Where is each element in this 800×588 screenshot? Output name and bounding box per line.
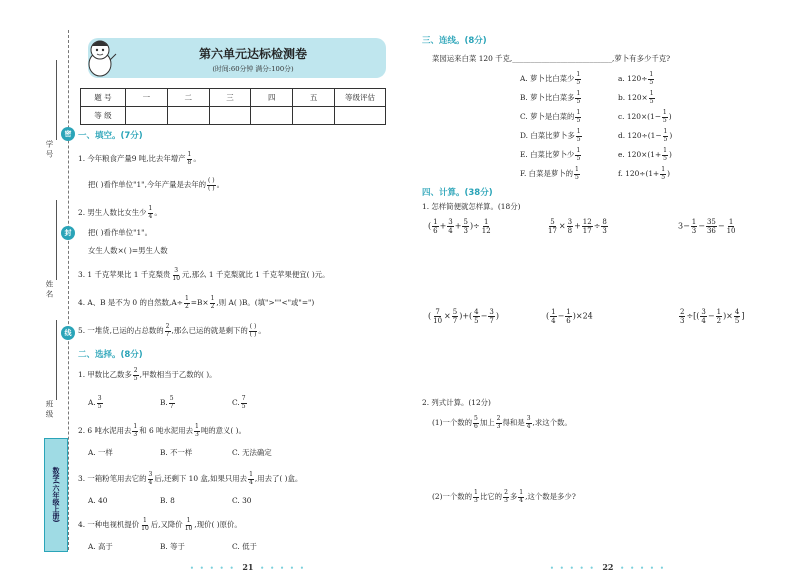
fraction: $\frac{2}{5}$: [133, 367, 138, 382]
score-cell[interactable]: [335, 107, 386, 125]
fraction: $\frac{1}{5}$: [576, 71, 581, 86]
fraction: $\frac{1}{4}$: [519, 489, 524, 504]
calc-expression-6[interactable]: $\frac{2}{3}$ ÷[( $\frac{3}{4}$ − $\frac{1}{2}$ )× $\frac{4}{5}$ ]: [680, 308, 745, 325]
choice-option-c[interactable]: C. $\frac{7}{5}$: [232, 395, 246, 410]
score-cell[interactable]: [126, 107, 168, 125]
fraction: $\frac{3}{10}$: [172, 267, 181, 282]
fill-question-3[interactable]: 3. 1 千克苹果比 1 千克梨贵 $\frac{3}{10}$ 元,那么 1 千克梨就比 1 千克苹果便宜( )元。: [78, 267, 330, 282]
fraction: $\frac{1}{5}$: [662, 109, 667, 124]
binding-line: [68, 30, 69, 550]
word-problem-2[interactable]: (2)一个数的 $\frac{1}{3}$ 比它的 $\frac{2}{3}$ 多 $\frac{1}{4}$ ,这个数是多少?: [432, 489, 576, 504]
fraction: $\frac{1}{5}$: [663, 147, 667, 162]
calc-expression-3[interactable]: 3− $\frac{1}{3}$ − $\frac{35}{36}$ − $\frac{1}{10}$: [678, 218, 736, 235]
matching-left-item[interactable]: C. 萝卜是白菜的 $\frac{1}{5}$: [520, 109, 581, 124]
fraction: $\frac{1}{10}$: [184, 517, 193, 532]
fraction: $\frac{1}{5}$: [576, 147, 581, 162]
calc-subheader-1: 1. 怎样简便就怎样算。(18分): [422, 202, 521, 211]
choice-question-2[interactable]: 2. 6 吨水泥用去 $\frac{1}{3}$ 和 6 吨水泥用去 $\frac{1}{3}$ 吨的意义( )。: [78, 423, 246, 438]
choice-option-b[interactable]: B. 8: [160, 496, 175, 505]
matching-left-item[interactable]: F. 白菜是萝卜的 $\frac{1}{5}$: [520, 166, 579, 181]
matching-right-item[interactable]: c. 120×(1− $\frac{1}{5}$ ): [618, 109, 672, 124]
calc-expression-2[interactable]: $\frac{5}{17}$ × $\frac{3}{8}$ + $\frac{12}{17}$ ÷ $\frac{8}{3}$: [548, 218, 607, 235]
fraction-blank[interactable]: $\frac{( )}{( )}$: [249, 323, 257, 338]
choice-option-a[interactable]: A. 高于: [88, 542, 113, 551]
calc-expression-5[interactable]: ( $\frac{1}{4}$ − $\frac{1}{6}$ )×24: [546, 308, 593, 325]
fraction: $\frac{1}{5}$: [575, 166, 579, 181]
choice-option-c[interactable]: C. 无法确定: [232, 448, 272, 457]
score-cell[interactable]: [293, 107, 335, 125]
score-table-grade-row: [81, 107, 386, 125]
fill-question-2-sub2[interactable]: 女生人数×( )=男生人数: [88, 246, 168, 255]
fraction: $\frac{1}{10}$: [141, 517, 149, 532]
fraction: $\frac{1}{3}$: [133, 423, 138, 438]
page-number-left: • • • • • 21 • • • • •: [190, 562, 306, 572]
choice-option-c[interactable]: C. 30: [232, 496, 252, 505]
fraction: $\frac{1}{5}$: [661, 166, 666, 181]
score-table: [80, 88, 386, 125]
book-label: 数学(六年级上册): [52, 467, 60, 523]
fraction: $\frac{5}{6}$: [474, 415, 478, 430]
score-cell: 一: [126, 89, 168, 107]
fraction: $\frac{1}{5}$: [576, 109, 581, 124]
score-cell[interactable]: [251, 107, 293, 125]
fraction: $\frac{1}{5}$: [649, 90, 654, 105]
choice-option-b[interactable]: B. 等于: [160, 542, 185, 551]
score-cell: 四: [251, 89, 293, 107]
matching-left-item[interactable]: E. 白菜比萝卜少 $\frac{1}{5}$: [520, 147, 581, 162]
fraction: $\frac{3}{4}$: [148, 471, 153, 486]
choice-option-a[interactable]: A. $\frac{3}{5}$: [88, 395, 102, 410]
score-cell[interactable]: [209, 107, 251, 125]
choice-question-3[interactable]: 3. 一箱粉笔用去它的 $\frac{3}{4}$ 后,还剩下 10 盒,如果只用去 $\frac{1}{4}$ ,用去了( )盒。: [78, 471, 303, 486]
decorative-dots: • • • • •: [260, 565, 306, 572]
decorative-dots: • • • • •: [190, 565, 236, 572]
seal-badge-3: 线: [61, 326, 75, 340]
score-cell[interactable]: [167, 107, 209, 125]
fill-question-2-sub1[interactable]: 把( )看作单位"1"。: [88, 228, 152, 237]
matching-right-item[interactable]: d. 120÷(1− $\frac{1}{5}$ ): [618, 128, 673, 143]
cartoon-mascot-icon: [82, 34, 118, 80]
name-label: 姓 名: [45, 280, 54, 298]
page-subtitle: (时间:60分钟 满分:100分): [212, 65, 294, 73]
fraction: $\frac{1}{5}$: [649, 71, 654, 86]
section3-header: 三、连线。(8分): [422, 36, 487, 46]
fraction: $\frac{1}{4}$: [249, 471, 253, 486]
student-id-label: 学 号: [45, 140, 54, 158]
choice-option-b[interactable]: B. 不一样: [160, 448, 193, 457]
score-table-header-row: [81, 89, 386, 107]
fraction: $\frac{1}{5}$: [576, 128, 581, 143]
seal-badge-2: 封: [61, 226, 75, 240]
fraction: $\frac{2}{3}$: [504, 489, 508, 504]
fraction: $\frac{1}{8}$: [187, 151, 192, 166]
score-cell: 题 号: [81, 89, 126, 107]
fill-question-4[interactable]: 4. A、B 是不为 0 的自然数,A÷ $\frac{1}{2}$ =B× $\frac{1}{2}$ ,则 A( )B。(填">""<"或"="): [78, 295, 315, 310]
fraction: $\frac{2}{7}$: [165, 323, 170, 338]
score-cell: 等 级: [81, 107, 126, 125]
matching-left-item[interactable]: D. 白菜比萝卜多 $\frac{1}{5}$: [520, 128, 581, 143]
fraction: $\frac{5}{7}$: [169, 395, 174, 410]
calc-subheader-2: 2. 列式计算。(12分): [422, 398, 491, 407]
choice-option-a[interactable]: A. 40: [88, 496, 108, 505]
matching-left-item[interactable]: A. 萝卜比白菜少 $\frac{1}{5}$: [520, 71, 581, 86]
section4-header: 四、计算。(38分): [422, 188, 493, 198]
fraction: $\frac{1}{3}$: [194, 423, 199, 438]
name-underline: [56, 200, 57, 280]
calc-expression-4[interactable]: ( $\frac{7}{10}$ × $\frac{5}{7}$ )+( $\frac{4}{5}$ − $\frac{3}{7}$ ): [428, 308, 499, 325]
fraction: $\frac{3}{5}$: [97, 395, 102, 410]
choice-question-1[interactable]: 1. 甲数比乙数多 $\frac{2}{5}$ ,甲数相当于乙数的( )。: [78, 367, 217, 382]
section2-header: 二、选择。(8分): [78, 350, 143, 360]
matching-right-item[interactable]: e. 120×(1+ $\frac{1}{5}$ ): [618, 147, 672, 162]
score-cell: 等级评估: [335, 89, 386, 107]
choice-option-c[interactable]: C. 低于: [232, 542, 257, 551]
section1-header: 一、填空。(7分): [78, 131, 143, 141]
matching-right-item[interactable]: f. 120÷(1+ $\frac{1}{5}$ ): [618, 166, 670, 181]
right-page: [400, 0, 800, 588]
decorative-dots: • • • • •: [620, 565, 666, 572]
score-cell: 二: [167, 89, 209, 107]
fill-question-5[interactable]: 5. 一堆货,已运的占总数的 $\frac{2}{7}$ ,那么已运的就是剩下的 $\frac{( )}{( )}$ 。: [78, 323, 266, 338]
class-label: 班 级: [45, 400, 54, 418]
student-id-underline: [56, 60, 57, 140]
choice-option-a[interactable]: A. 一样: [88, 448, 113, 457]
matching-right-item[interactable]: a. 120÷ $\frac{1}{5}$: [618, 71, 654, 86]
fraction: $\frac{7}{5}$: [241, 395, 246, 410]
book-label-box: [44, 438, 68, 552]
seal-badge-1: 密: [61, 127, 75, 141]
fill-question-1: 1. 今年粮食产量9 吨,比去年增产 $\frac{1}{8}$ 。: [78, 151, 201, 166]
calc-expression-1[interactable]: ( $\frac{1}{6}$ + $\frac{3}{4}$ + $\frac{5}{3}$ )÷ $\frac{1}{12}$: [428, 218, 491, 235]
fraction: $\frac{1}{4}$: [148, 205, 153, 220]
fraction: $\frac{1}{5}$: [576, 90, 581, 105]
fill-question-1-sub[interactable]: 把( )看作单位"1",今年产量是去年的 $\frac{( )}{( )}$ 。: [88, 177, 225, 192]
page-title: 第六单元达标检测卷: [198, 47, 307, 61]
fill-question-2: 2. 男生人数比女生少 $\frac{1}{4}$ 。: [78, 205, 162, 220]
decorative-dots: • • • • •: [550, 565, 596, 572]
score-cell: 五: [293, 89, 335, 107]
fraction: $\frac{1}{2}$: [210, 295, 215, 310]
fraction-blank[interactable]: $\frac{( )}{( )}$: [208, 177, 215, 192]
word-problem-1[interactable]: (1)一个数的 $\frac{5}{6}$ 加上 $\frac{2}{3}$ 得和是 $\frac{3}{4}$ ,求这个数。: [432, 415, 572, 430]
fraction: $\frac{1}{2}$: [184, 295, 189, 310]
fraction: $\frac{1}{3}$: [474, 489, 478, 504]
fraction: $\frac{3}{4}$: [526, 415, 531, 430]
choice-question-4[interactable]: 4. 一种电视机提价 $\frac{1}{10}$ 后,又降价 $\frac{1}{10}$ ,现价( )原价。: [78, 517, 242, 532]
choice-option-b[interactable]: B. $\frac{5}{7}$: [160, 395, 174, 410]
fraction: $\frac{2}{3}$: [496, 415, 501, 430]
page-number-right: • • • • • 22 • • • • •: [550, 562, 666, 572]
matching-left-item[interactable]: B. 萝卜比白菜多 $\frac{1}{5}$: [520, 90, 581, 105]
class-underline: [56, 320, 57, 400]
fraction: $\frac{1}{5}$: [663, 128, 668, 143]
score-cell: 三: [209, 89, 251, 107]
matching-intro: 菜园运来白菜 120 千克,___________________________,萝卜有多少千克?: [432, 54, 671, 63]
matching-right-item[interactable]: b. 120× $\frac{1}{5}$: [618, 90, 654, 105]
